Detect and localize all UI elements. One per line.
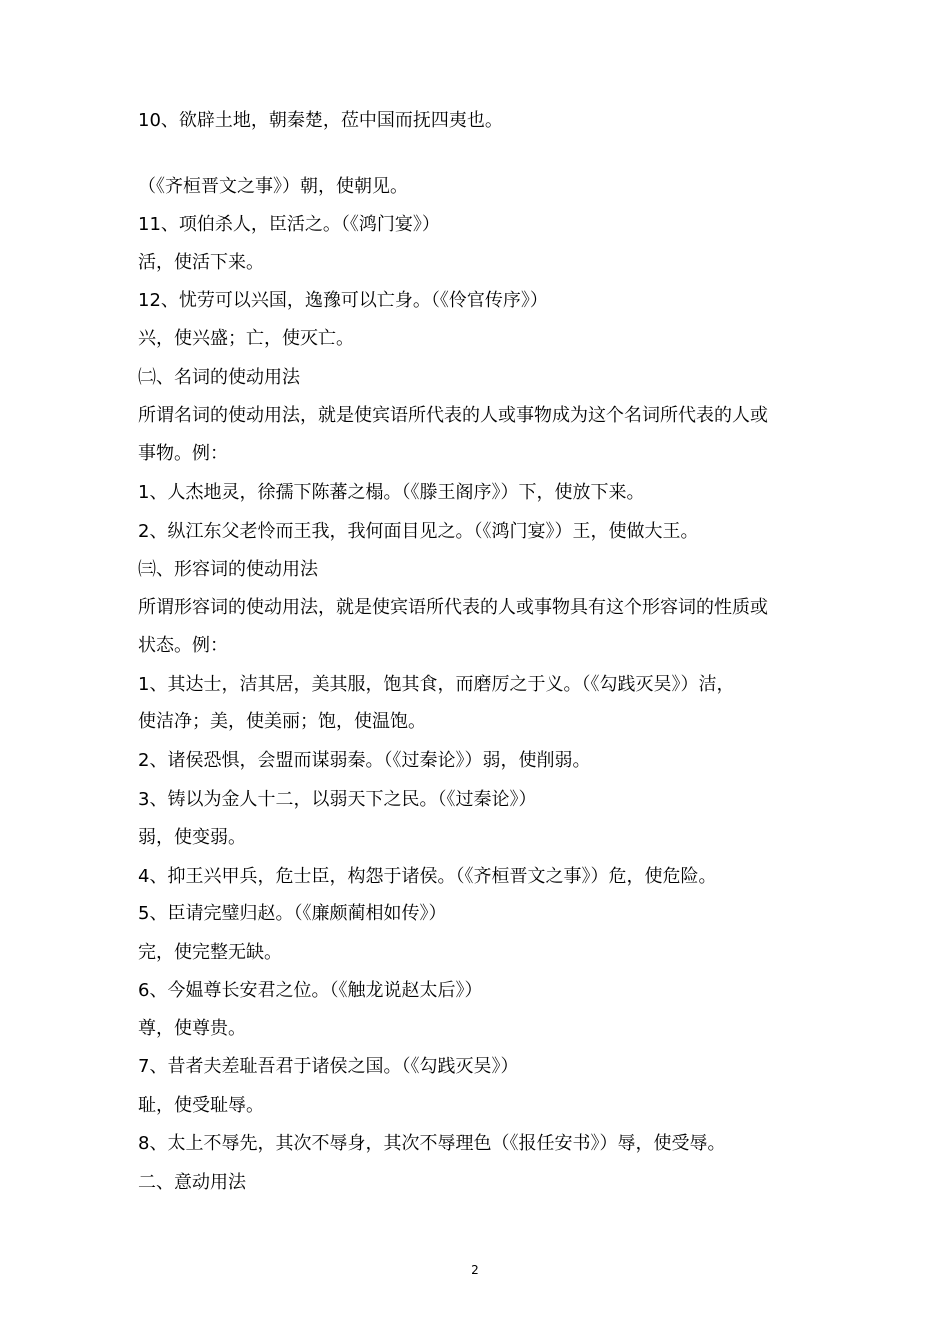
text-line: 活，使活下来。 bbox=[138, 252, 264, 273]
text-line: 2、诸侯恐惧，会盟而谋弱秦。（《过秦论》）弱，使削弱。 bbox=[138, 750, 591, 771]
text-line: 6、今媪尊长安君之位。（《触龙说赵太后》） bbox=[138, 980, 483, 1001]
text-line: （《齐桓晋文之事》）朝，使朝见。 bbox=[138, 176, 408, 197]
text-line: 弱，使变弱。 bbox=[138, 827, 246, 848]
text-line: 1、人杰地灵，徐孺下陈蕃之榻。（《滕王阁序》）下，使放下来。 bbox=[138, 482, 645, 503]
text-line: 使洁净；美，使美丽；饱，使温饱。 bbox=[138, 711, 426, 732]
text-line: 7、昔者夫差耻吾君于诸侯之国。（《勾践灭吴》） bbox=[138, 1056, 519, 1077]
text-line: 3、铸以为金人十二，以弱天下之民。（《过秦论》） bbox=[138, 789, 537, 810]
text-line: 事物。例： bbox=[138, 443, 228, 464]
text-line: 状态。例： bbox=[138, 635, 228, 656]
text-line: 所谓形容词的使动用法，就是使宾语所代表的人或事物具有这个形容词的性质或 bbox=[138, 597, 768, 618]
text-line: 10、欲辟土地，朝秦楚，莅中国而抚四夷也。 bbox=[138, 110, 503, 131]
text-line: 完，使完整无缺。 bbox=[138, 942, 282, 963]
text-line: 12、忧劳可以兴国，逸豫可以亡身。（《伶官传序》） bbox=[138, 290, 548, 311]
text-line: 2、纵江东父老怜而王我，我何面目见之。（《鸿门宴》）王，使做大王。 bbox=[138, 521, 699, 542]
section-heading: ㈢、形容词的使动用法 bbox=[138, 559, 318, 580]
text-line: 4、抑王兴甲兵，危士臣，构怨于诸侯。（《齐桓晋文之事》）危，使危险。 bbox=[138, 866, 717, 887]
page-number: 2 bbox=[471, 1263, 479, 1277]
text-line: 8、太上不辱先，其次不辱身，其次不辱理色（《报任安书》）辱，使受辱。 bbox=[138, 1133, 726, 1154]
text-line: 1、其达士，洁其居，美其服，饱其食，而磨厉之于义。（《勾践灭吴》）洁， bbox=[138, 674, 735, 695]
text-line: 耻，使受耻辱。 bbox=[138, 1095, 264, 1116]
section-heading: 二、意动用法 bbox=[138, 1172, 246, 1193]
text-line: 所谓名词的使动用法，就是使宾语所代表的人或事物成为这个名词所代表的人或 bbox=[138, 405, 768, 426]
section-heading: ㈡、名词的使动用法 bbox=[138, 367, 300, 388]
text-line: 尊，使尊贵。 bbox=[138, 1018, 246, 1039]
text-line: 11、项伯杀人，臣活之。（《鸿门宴》） bbox=[138, 214, 440, 235]
text-line: 兴，使兴盛；亡，使灭亡。 bbox=[138, 328, 354, 349]
text-line: 5、臣请完璧归赵。（《廉颇蔺相如传》） bbox=[138, 903, 447, 924]
